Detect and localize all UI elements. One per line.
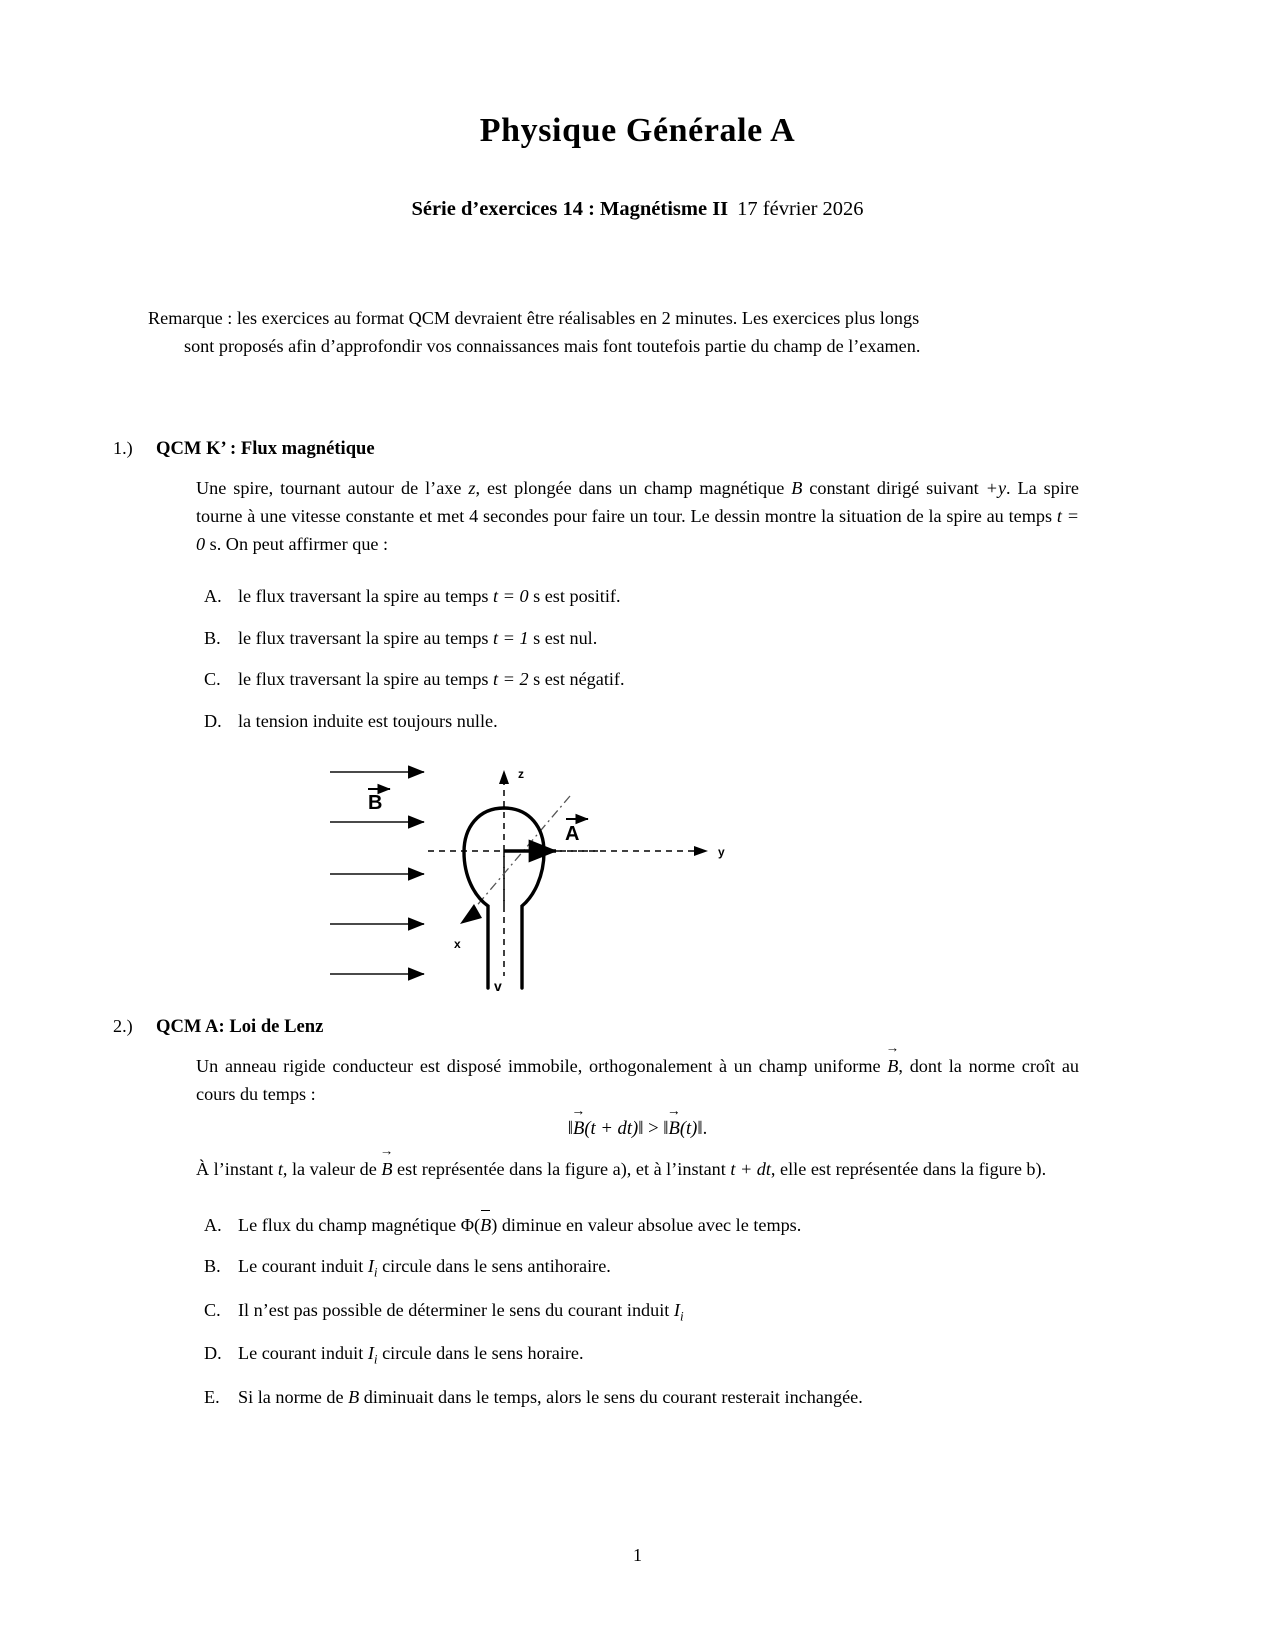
stmt-1-d: . La spire tourne à une vitesse constante et met 4 secondes pour faire un tour. Le dessin montre la situation de la spire au temps xyxy=(196,478,1079,527)
stmt-1-a: Une spire, tournant autour de l’axe xyxy=(196,478,469,499)
option-text-pre: la tension induite est toujours nulle. xyxy=(238,710,498,731)
option-letter: B. xyxy=(204,1256,221,1277)
option-row[interactable] xyxy=(204,1253,1079,1282)
stmt-1-var-plusy: +y xyxy=(985,478,1007,499)
option-letter: C. xyxy=(204,1299,221,1320)
stmt-2-f: , elle est représentée dans la figure b). xyxy=(770,1158,1047,1179)
stmt-1-var-t0: t = 0 xyxy=(196,506,1080,555)
stmt-2-c: À l’instant xyxy=(196,1158,278,1179)
formula-arg-1: (t + dt) xyxy=(584,1118,639,1140)
exercise-2-options xyxy=(156,1183,1079,1411)
option-row[interactable] xyxy=(204,625,1079,651)
option-letter: E. xyxy=(204,1387,220,1407)
option-letter: C. xyxy=(204,669,221,690)
exercise-1-statement xyxy=(156,460,1079,558)
a-normal-vector xyxy=(504,819,588,851)
formula-vecB-1: → B xyxy=(573,1115,584,1144)
z-axis-arrowhead xyxy=(499,770,509,784)
loop-right-half xyxy=(504,808,544,988)
stmt-2-vec-B2: → B xyxy=(381,1155,392,1183)
option-row[interactable] xyxy=(204,1212,1079,1238)
stmt-2-var-t: t xyxy=(277,1158,283,1179)
exercise-1-figure xyxy=(156,756,1079,992)
option-text-pre: le flux traversant la spire au temps xyxy=(238,669,494,690)
option-text-pre: le flux traversant la spire au temps xyxy=(238,627,494,648)
option-math-Ii: $I_i$ xyxy=(673,1299,684,1324)
stmt-1-c: constant dirigé suivant xyxy=(802,478,986,499)
stmt-1-e: s. On peut affirmer que : xyxy=(205,534,389,555)
option-math-phi: Φ(B) xyxy=(461,1215,498,1235)
formula-open-2: ‖ xyxy=(663,1118,669,1140)
remark-line-2: sont proposés afin d’approfondir vos connaissances mais font toutefois partie du champ de l’examen. xyxy=(184,335,921,356)
stmt-1-b: , est plongée dans un champ magnétique xyxy=(475,478,792,499)
stmt-2-a: Un anneau rigide conducteur est disposé immobile, orthogonalement à un champ uniforme xyxy=(196,1055,888,1076)
exercise-2-heading xyxy=(113,1015,1079,1038)
option-text-post: s est positif. xyxy=(528,586,621,607)
option-row[interactable] xyxy=(204,1297,1079,1326)
option-math-Ii: $I_i$ xyxy=(367,1343,378,1367)
page-number: 1 xyxy=(633,1545,642,1565)
option-math: t = 1 xyxy=(493,627,529,648)
option-row[interactable] xyxy=(204,1340,1079,1369)
option-math-Ii: $I_i$ xyxy=(367,1256,378,1280)
option-text-post: s est nul. xyxy=(528,627,598,648)
option-math-B: B xyxy=(348,1387,360,1407)
option-text-post: diminue en valeur absolue avec le temps. xyxy=(497,1214,802,1235)
exercise-2-title: QCM A: Loi de Lenz xyxy=(156,1015,324,1037)
option-text-pre: le flux traversant la spire au temps xyxy=(238,586,494,607)
y-axis-arrowhead xyxy=(694,846,708,856)
option-math: t = 0 xyxy=(493,586,529,607)
stmt-2-var-tdt: t + dt xyxy=(730,1158,771,1179)
remark-line-1: Remarque : les exercices au format QCM devraient être réalisables en 2 minutes. Les exercices plus longs xyxy=(148,308,920,328)
formula-relation: > xyxy=(643,1118,664,1140)
formula-vecB-2: → B xyxy=(668,1115,679,1144)
document-subtitle-line xyxy=(0,150,1275,221)
exercise-1-heading xyxy=(113,438,1079,460)
svg-text:v: v xyxy=(493,977,502,992)
exercise-2-statement xyxy=(156,1038,1079,1183)
svg-text:B: B xyxy=(367,791,382,814)
stmt-2-vec-B: → B xyxy=(887,1052,898,1080)
document-date: 17 février 2026 xyxy=(737,198,864,220)
page-title: Physique Générale A xyxy=(479,112,796,149)
svg-text:A: A xyxy=(564,822,579,845)
option-row[interactable] xyxy=(204,666,1079,692)
stmt-1-var-B: B xyxy=(791,478,803,499)
exercise-1-options xyxy=(156,558,1079,734)
formula-arg-2: (t) xyxy=(679,1118,698,1140)
formula-close-1: ‖ xyxy=(638,1118,644,1140)
option-letter: A. xyxy=(204,586,222,607)
stmt-2-b: , dont la norme croît au cours du temps : xyxy=(196,1055,1079,1104)
option-text-pre: Si la norme de xyxy=(238,1387,349,1407)
option-text-pre: Le courant induit xyxy=(238,1343,368,1364)
option-text-post: circule dans le sens horaire. xyxy=(377,1343,584,1364)
option-text-pre: Il n’est pas possible de déterminer le sens du courant induit xyxy=(238,1299,674,1320)
option-text-post: s est négatif. xyxy=(528,669,625,690)
option-math: t = 2 xyxy=(493,669,529,690)
option-text-pre: Le flux du champ magnétique xyxy=(238,1214,461,1235)
svg-text:x: x xyxy=(453,936,461,951)
formula-open-1: ‖ xyxy=(567,1118,573,1140)
option-row[interactable] xyxy=(204,708,1079,734)
exercise-1-title: QCM K’ : Flux magnétique xyxy=(156,438,375,460)
option-letter: D. xyxy=(204,1343,222,1364)
exercise-1 xyxy=(0,438,1275,992)
option-letter: D. xyxy=(204,710,222,731)
rotating-loop-diagram xyxy=(308,756,928,992)
svg-text:y: y xyxy=(717,844,725,859)
option-text-post: diminuait dans le temps, alors le sens du courant resterait inchangée. xyxy=(359,1387,863,1407)
option-letter: A. xyxy=(204,1214,222,1235)
option-text-post: circule dans le sens antihoraire. xyxy=(377,1256,611,1277)
option-text-pre: Le courant induit xyxy=(238,1256,368,1277)
stmt-1-var-z: z xyxy=(468,478,476,499)
stmt-2-e: est représentée dans la figure a), et à l’instant xyxy=(392,1158,731,1179)
formula-close-2: ‖. xyxy=(697,1118,708,1140)
lenz-inequality-formula xyxy=(196,1108,1079,1151)
x-axis-arrowhead xyxy=(460,904,482,924)
stmt-2-d: , la valeur de xyxy=(282,1158,382,1179)
svg-text:z: z xyxy=(517,766,524,781)
option-letter: B. xyxy=(204,627,221,648)
document-subtitle: Série d’exercices 14 : Magnétisme II xyxy=(411,198,729,220)
option-row[interactable] xyxy=(204,583,1079,609)
option-row[interactable] xyxy=(204,1384,1079,1410)
exercise-2-number: 2.) xyxy=(113,1015,133,1036)
exercise-1-number: 1.) xyxy=(113,438,133,459)
b-vector-label xyxy=(368,789,390,814)
remark-paragraph xyxy=(0,221,1275,360)
exercise-2 xyxy=(0,1016,1275,1410)
